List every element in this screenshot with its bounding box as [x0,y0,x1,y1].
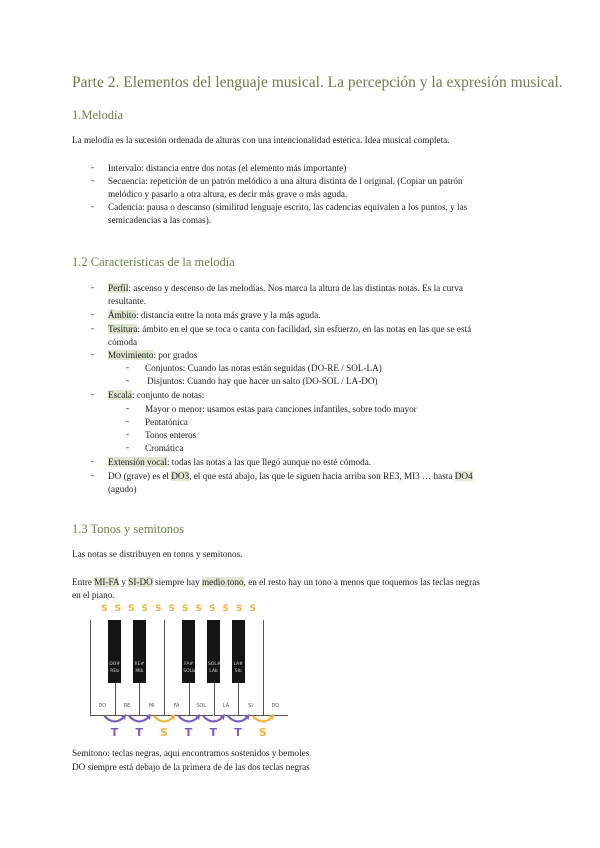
bullet-dash: - [91,389,95,399]
semitone-label: S [168,604,175,614]
step-label: T [209,726,218,739]
cadencia-item-line1: Cadencia: pausa o descanso (similitud lenguaje escrito, las cadencias equivalen a los puntos, y las [108,202,468,212]
movimiento-term: Movimiento [108,350,154,360]
perfil-item-line2: resultante. [108,296,147,306]
black-key-label: MIb [135,669,144,674]
black-key-label: DO# [109,662,121,667]
tonos-text-1: Entre [72,577,95,587]
semitone-label: S [101,604,108,614]
secuencia-item-line2: melódico y pasarlo a otra altura, es decir más grave o más aguda. [108,189,348,199]
sub-bullet-dash: - [126,375,130,385]
step-label: T [184,726,193,739]
tesitura-item [108,323,471,336]
sub-bullet-dash: - [126,429,130,439]
melodia-intro: La melodía es la sucesión ordenada de alturas con una intencionalidad estética. Idea musical completa. [72,135,450,145]
semitone-label: S [209,604,216,614]
do3-highlight: DO3 [171,471,190,481]
escala-text: : conjunto de notas: [131,390,205,400]
tonos-paragraph-line2: en el piano. [72,590,115,600]
white-key-label: RE [123,704,131,709]
semitono-line: Semitono: teclas negras, aquí encontramos sostenidos y bemoles [72,748,310,758]
semitone-label: S [128,604,135,614]
white-key-label: SI [248,704,253,709]
black-key[interactable] [182,620,195,683]
bullet-dash: - [91,309,95,319]
tonos-text-3: siempre hay [152,577,202,587]
semitone-label: S [141,604,148,614]
semitone-label: S [182,604,189,614]
perfil-term: Perfil [108,283,129,293]
escala-mayor-menor: Mayor o menor: usamos estas para canciones infantiles, sobre todo mayor [145,404,417,414]
bullet-dash: - [91,470,95,480]
mi-fa-highlight: MI-FA [94,577,120,587]
black-key-label: LAb [209,669,218,674]
escala-item [108,389,204,402]
perfil-item [108,282,463,295]
black-key-label: REb [110,669,120,674]
section-heading-tonos: 1.3 Tonos y semitonos [72,522,185,536]
do-text-1: DO (grave) es el [108,471,172,481]
semitone-label: S [236,604,243,614]
step-label: S [258,726,267,739]
step-label: T [135,726,143,739]
extension-vocal-text: : todas las notas a las que llegó aunque no esté cómoda. [166,457,372,467]
step-label: T [110,726,119,739]
bullet-dash: - [91,323,95,333]
bullet-dash: - [91,201,95,211]
bullet-dash: - [91,175,95,185]
tonos-paragraph [72,576,480,589]
escala-pentatonica: Pentatónica [145,417,188,427]
bullet-dash: - [91,456,95,466]
tonos-intro: Las notas se distribuyen en tonos y semitonos. [72,549,243,559]
white-key-label: DO [98,704,107,709]
black-key-label: RE# [134,662,145,667]
intervalo-item: Intervalo: distancia entre dos notas (el elemento más importante) [108,163,347,173]
tesitura-text: : ámbito en el que se toca o canta con facilidad, sin esfuerzo, en las notas en las que se está [137,324,472,334]
bullet-dash: - [91,162,95,172]
page-title: Parte 2. Elementos del lenguaje musical. La percepción y la expresión musical. [72,74,563,91]
escala-term: Escala [108,390,132,400]
medio-tono-highlight: medio tono [201,577,244,587]
white-key[interactable] [263,620,288,716]
white-key-label: FA [173,704,180,709]
movimiento-item [108,349,197,362]
si-do-highlight: SI-DO [128,577,153,587]
semitone-label: S [249,604,256,614]
movimiento-conjuntos: Conjuntos: Cuando las notas están seguidas (DO-RE / SOL-LA) [145,363,382,373]
escala-tonos-enteros: Tonos enteros [145,430,197,440]
black-key-label: SIb [234,669,242,674]
do-item-line2: (agudo) [108,484,137,494]
bullet-dash: - [91,349,95,359]
semitone-label: S [155,604,162,614]
movimiento-disjuntos: Disjuntos: Cuando hay que hacer un salto (DO-SOL / LA-DO) [147,376,378,386]
black-key-label: SOL# [208,662,221,667]
ambito-item [108,309,321,322]
extension-vocal-term: Extensión vocal [108,457,167,467]
white-key-label: DO [271,704,279,709]
semitone-label: S [195,604,202,614]
sub-bullet-dash: - [126,362,130,372]
secuencia-item-line1: Secuencia: repetición de un patrón melódico a una altura distinta de l original. (Copiar un patrón [108,176,463,186]
sub-bullet-dash: - [126,416,130,426]
sub-bullet-dash: - [126,403,130,413]
tonos-text-4: , en el resto hay un tono a menos que toquemos las teclas negras [243,577,480,587]
bullet-dash: - [91,282,95,292]
step-label: T [234,726,242,739]
sub-bullet-dash: - [126,442,130,452]
semitone-label: S [114,604,121,614]
ambito-term: Ámbito [108,310,137,320]
tesitura-term: Tesitura [108,324,138,334]
do-item [108,470,473,483]
step-label: S [160,726,169,739]
black-key[interactable] [207,620,220,683]
white-key-label: MI [148,704,155,709]
ambito-text: : distancia entre la nota más grave y la más aguda. [136,310,321,320]
escala-cromatica: Cromática [145,443,184,453]
section-heading-caracteristicas: 1.2 Características de la melodía [72,255,235,269]
black-key[interactable] [232,620,245,683]
semitone-label: S [222,604,229,614]
section-heading-melodia: 1.Melodía [72,108,124,122]
black-key-label: FA# [184,662,194,667]
perfil-text: : ascenso y descenso de las melodías. Nos marca la altura de las distintas notas. Es la curva [128,283,463,293]
black-key-label: LA# [233,662,243,667]
tesitura-item-line2: cómoda [108,337,138,347]
do-text-2: , el que está abajo, las que le siguen hacia arriba son RE3, MI3 … hasta [189,471,455,481]
extension-vocal-item [108,456,371,469]
black-key-label: SOLb [183,669,196,674]
black-key[interactable] [108,620,121,683]
tonos-text-2: y [119,577,129,587]
black-key[interactable] [133,620,146,683]
white-key-label: SOL [196,704,206,709]
piano-keyboard-diagram [90,620,288,718]
white-key-label: LA [222,704,229,709]
movimiento-text: : por grados [153,350,198,360]
do4-highlight: DO4 [454,471,473,481]
cadencia-item-line2: semicadencias a las comas). [108,215,212,225]
do-position-line: DO siempre está debajo de la primera de de las dos teclas negras [72,762,310,772]
